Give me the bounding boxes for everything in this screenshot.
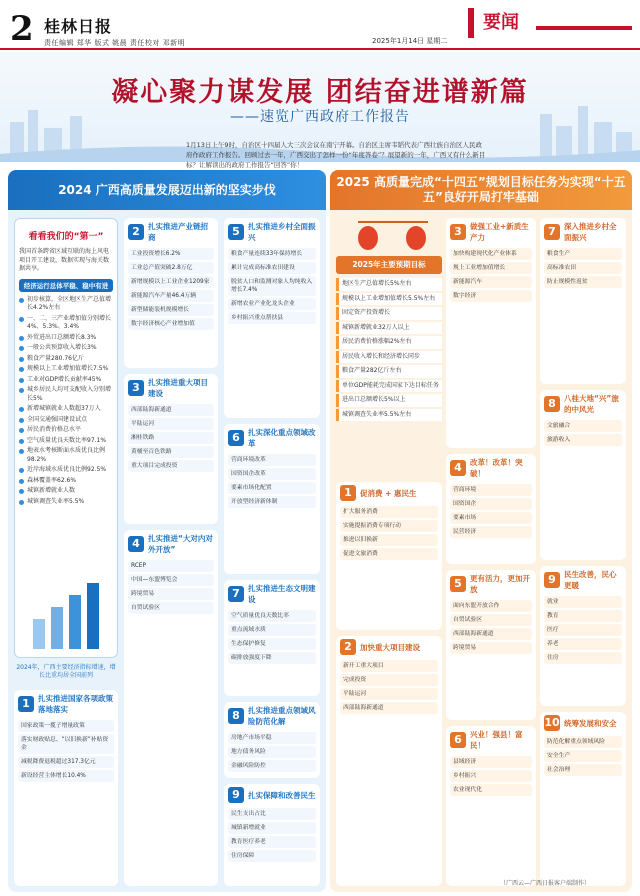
panel-2024-2 <box>124 218 218 368</box>
firsts-item-text: 工业对GDP增长贡献率45% <box>27 375 102 383</box>
panel-header <box>446 570 536 598</box>
panel-title: 统筹发展和安全 <box>564 718 617 728</box>
panel-item: 营商环境 <box>450 484 532 496</box>
panel-item: 减税降费退税超过317.3亿元 <box>18 756 114 768</box>
panel-item: 民生支出占比 <box>228 808 316 820</box>
panel-number-badge: 9 <box>228 787 244 803</box>
panel-item: 粮食产量连续33年保持增长 <box>228 248 316 260</box>
panel-title: 八桂大地“兴”旅的中风光 <box>564 394 619 414</box>
column-2025-heading: 2025 高质量完成“十四五”规划目标任务为实现“十五五”良好开局打牢基础 <box>330 170 632 210</box>
panel-title: 扎实深化重点领域改革 <box>248 428 316 448</box>
firsts-footer: 2024年，广西主要经济指标增速，增长比重均居全国前列 <box>16 664 116 679</box>
bullet-dot-icon <box>19 317 24 322</box>
firsts-list-item <box>15 385 117 404</box>
firsts-item-text: 粮食产量280.76亿斤 <box>27 354 84 362</box>
panel-2024-3 <box>124 374 218 524</box>
panel-item: 重大项目完成投资 <box>128 460 214 472</box>
firsts-list-item <box>15 465 117 476</box>
page-headline: 凝心聚力谋发展 团结奋进谱新篇 <box>111 77 529 108</box>
firsts-item-text: 一、二、三产业增加值分别增长4%、5.3%、3.4% <box>27 314 112 330</box>
panel-header <box>224 784 320 806</box>
panel-item: 安全生产 <box>544 750 622 762</box>
panel-header <box>446 218 536 246</box>
panel-number-badge: 9 <box>544 572 560 588</box>
panel-item: 跨境贸易 <box>450 642 532 654</box>
bullet-dot-icon <box>19 367 24 372</box>
panel-2024-7 <box>224 580 320 696</box>
targets-banner: 2025年主要预期目标 <box>336 256 442 274</box>
column-2024-heading: 2024 广西高质量发展迈出新的坚实步伐 <box>8 170 326 210</box>
panel-2025-5 <box>446 570 536 720</box>
panel-header <box>540 712 626 734</box>
panel-number-badge: 1 <box>18 696 34 712</box>
editor-credits: 责任编辑 郑华 版式 姚晨 责任校对 邓新明 <box>44 39 186 47</box>
firsts-list-item <box>15 364 117 375</box>
panel-item: 重点流域水质 <box>228 624 316 636</box>
firsts-item-text: 规模以上工业增加值增长7.5% <box>27 365 109 372</box>
panel-number-badge: 6 <box>228 430 244 446</box>
panel-number-badge: 5 <box>450 576 466 592</box>
panel-header <box>224 702 320 730</box>
panel-item: 民营经济 <box>450 526 532 538</box>
panel-item: 粮食生产 <box>544 248 622 260</box>
panel-item: 新能源汽车 <box>450 276 532 288</box>
panel-item: 社会治理 <box>544 764 622 776</box>
panel-item: 新增规模以上工业企业1209家 <box>128 276 214 288</box>
panel-item: 高标准农田 <box>544 262 622 274</box>
panel-number-badge: 6 <box>450 732 466 748</box>
panel-title: 扎实推进“大对内对外开放” <box>148 534 213 554</box>
panel-2025-4 <box>446 454 536 564</box>
panel-number-badge: 8 <box>544 396 560 412</box>
bullet-dot-icon <box>19 357 24 362</box>
target-item: 城镇新增就业32万人以上 <box>336 322 442 335</box>
panel-title: 扎实推进乡村全面振兴 <box>248 222 316 242</box>
panel-header <box>124 530 218 558</box>
panel-item: 新能源汽车产量46.4万辆 <box>128 290 214 302</box>
panel-item: 要素市场 <box>450 512 532 524</box>
panel-item: 湘桂铁路 <box>128 432 214 444</box>
panel-item: 教育医疗养老 <box>228 836 316 848</box>
firsts-sidebar <box>14 218 118 658</box>
bullet-dot-icon <box>19 407 24 412</box>
column-2024-review <box>8 170 326 892</box>
panel-number-badge: 3 <box>128 380 144 396</box>
targets-list <box>336 278 442 423</box>
panel-item: 完成投资 <box>340 674 438 686</box>
target-item: 固定资产投资增长 <box>336 307 442 320</box>
bullet-dot-icon <box>19 479 24 484</box>
panel-2025-10 <box>540 712 626 886</box>
firsts-list-item <box>15 354 117 365</box>
panel-item: 推进以旧换新 <box>340 534 438 546</box>
firsts-list <box>15 295 117 508</box>
bullet-dot-icon <box>19 428 24 433</box>
panel-item: 农业现代化 <box>450 784 532 796</box>
section-divider <box>536 26 632 30</box>
panel-number-badge: 7 <box>544 224 560 240</box>
panel-item: 旅游收入 <box>544 434 622 446</box>
firsts-item-text: 全国交通强国建设试点 <box>27 415 88 423</box>
panel-2025-1 <box>336 482 442 630</box>
firsts-item-text: 空气质量优良天数比率97.1% <box>27 436 107 444</box>
panel-number-badge: 5 <box>228 224 244 240</box>
panel-number-badge: 2 <box>340 639 356 655</box>
panel-item: 教育 <box>544 610 622 622</box>
panel-number-badge: 8 <box>228 708 244 724</box>
bullet-dot-icon <box>19 439 24 444</box>
panel-item: 工业总产值突破2.8万亿 <box>128 262 214 274</box>
bullet-dot-icon <box>19 388 24 393</box>
firsts-lead: 我国首条跨省区域互联的海上风电项目开工建设，数据实现与海关数据共享。 <box>19 248 110 272</box>
panel-item: 西部陆海新通道 <box>450 628 532 640</box>
column-2025-goals <box>330 170 632 892</box>
panel-item: 工业投资增长6.2% <box>128 248 214 260</box>
panel-title: 扎实推进生态文明建设 <box>248 584 316 604</box>
target-item: 居民收入增长和经济增长同步 <box>336 351 442 364</box>
panel-item: 脱贫人口和监测对象人均纯收入增长7.4% <box>228 276 316 296</box>
panel-item: 扩大服务消费 <box>340 506 438 518</box>
firsts-item-text: 一般公共预算收入增长3% <box>27 344 97 351</box>
panel-2025-9 <box>540 566 626 706</box>
panel-header <box>336 482 442 504</box>
target-item: 地区生产总值增长5%左右 <box>336 278 442 291</box>
panel-title: 扎实推进重大项目建设 <box>148 378 208 398</box>
panel-2024-6 <box>224 424 320 574</box>
bullet-dot-icon <box>19 336 24 341</box>
page-number: 2 <box>10 9 34 49</box>
panel-item: 自贸试验区 <box>128 602 214 614</box>
panel-header <box>446 454 536 482</box>
panel-2025-3 <box>446 218 536 448</box>
firsts-list-item <box>15 486 117 497</box>
panel-title: 民生改善，民心更暖 <box>564 570 617 590</box>
firsts-item-text: 城乡居民人均可支配收入分别增长5% <box>27 386 112 402</box>
panel-item: 自贸试验区 <box>450 614 532 626</box>
panel-item: 乡村振兴重点帮扶县 <box>228 312 316 324</box>
panel-item: 防止规模性返贫 <box>544 276 622 288</box>
bullet-dot-icon <box>19 378 24 383</box>
panel-item: 跨境贸易 <box>128 588 214 600</box>
panel-title: 扎实推进产业链招商 <box>148 222 208 242</box>
panel-item: 黄桶至百色铁路 <box>128 446 214 458</box>
firsts-list-item <box>15 446 117 465</box>
firsts-item-text: 居民消费价格总水平 <box>27 426 82 433</box>
firsts-list-item <box>15 375 117 386</box>
panel-header <box>540 390 626 418</box>
target-item: 单位GDP能耗完成国家下达目标任务 <box>336 380 442 393</box>
intro-paragraph: 1月13日上午9时，自治区十四届人大三次会议在南宁开幕。自治区主席韦韬代表广西壮族自治区人民政府作政府工作报告。回顾过去一年，广西交出了怎样一份“年度答卷”？展望新的一年，广西又有什么新目标？让解读出的政府工作报告“回答”你！ <box>186 141 486 169</box>
panel-item: 数字经济 <box>450 290 532 302</box>
firsts-list-item <box>15 314 117 333</box>
panel-item: 乡村振兴 <box>450 770 532 782</box>
panel-item: 文旅融合 <box>544 420 622 432</box>
panel-item: 平陆运河 <box>128 418 214 430</box>
firsts-list-item <box>15 295 117 314</box>
panel-item: 新增农业产业化龙头企业 <box>228 298 316 310</box>
panel-title: 兴业！强县！富民！ <box>470 730 523 750</box>
panel-item: 开放型经济新体制 <box>228 496 316 508</box>
firsts-item-text: 城镇新增就业人数 <box>27 487 76 494</box>
firsts-list-item <box>15 415 117 426</box>
panel-item: 国资国企改革 <box>228 468 316 480</box>
growth-bars-illustration <box>27 579 117 649</box>
panel-item: 住房 <box>544 652 622 664</box>
panel-2024-8 <box>224 702 320 778</box>
panel-header <box>224 580 320 608</box>
target-item: 居民消费价格涨幅2%左右 <box>336 336 442 349</box>
panel-header <box>124 374 218 402</box>
panel-header <box>336 636 442 658</box>
bullet-dot-icon <box>19 468 24 473</box>
panel-header <box>224 218 320 246</box>
target-item: 规模以上工业增加值增长5.5%左右 <box>336 293 442 306</box>
panel-2025-7 <box>540 218 626 384</box>
panel-2025-8 <box>540 390 626 560</box>
panel-header <box>224 424 320 452</box>
panel-item: 累计完成高标准农田建设 <box>228 262 316 274</box>
bullet-dot-icon <box>19 489 24 494</box>
panel-item: 中国—东盟博览会 <box>128 574 214 586</box>
panel-2024-4 <box>124 530 218 886</box>
firsts-list-item <box>15 497 117 508</box>
panel-number-badge: 3 <box>450 224 466 240</box>
panel-number-badge: 4 <box>450 460 466 476</box>
bullet-dot-icon <box>19 500 24 505</box>
panel-header <box>124 218 218 246</box>
panel-title: 加快重大项目建设 <box>360 642 420 652</box>
panel-item: 生态保护修复 <box>228 638 316 650</box>
panel-header <box>540 566 626 594</box>
panel-item: 新型储能装机规模增长 <box>128 304 214 316</box>
panel-item: 西部陆海新通道 <box>340 702 438 714</box>
target-item: 城镇调查失业率5.5%左右 <box>336 409 442 422</box>
firsts-item-text: 初步核算，全区地区生产总值增长4.2%左右 <box>27 295 112 311</box>
panel-item: 养老 <box>544 638 622 650</box>
panel-item: 城镇新增就业 <box>228 822 316 834</box>
panel-item: 国资国企 <box>450 498 532 510</box>
panel-header <box>540 218 626 246</box>
firsts-item-text: 地表水考核断面水质优良比例98.2% <box>27 447 106 463</box>
panel-number-badge: 7 <box>228 586 244 602</box>
panel-item: 平陆运河 <box>340 688 438 700</box>
panel-item: 西部陆海新通道 <box>128 404 214 416</box>
firsts-list-item <box>15 476 117 487</box>
panel-item: 医疗 <box>544 624 622 636</box>
panel-2024-9 <box>224 784 320 886</box>
panel-title: 深入推进乡村全面振兴 <box>564 222 617 242</box>
panel-item: 新设经营主体增长10.4% <box>18 770 114 782</box>
firsts-item-text: 森林覆盖率62.6% <box>27 476 77 484</box>
panel-item: 就业 <box>544 596 622 608</box>
panel-item: 面向东盟开放合作 <box>450 600 532 612</box>
panel-title: 更有活力，更加开放 <box>470 574 530 594</box>
panel-item: 数字经济核心产业增加值 <box>128 318 214 330</box>
panel-item: 县域经济 <box>450 756 532 768</box>
firsts-list-item <box>15 343 117 354</box>
panel-item: RCEP <box>128 560 214 572</box>
page-subheadline: ——速览广西政府工作报告 <box>230 109 410 125</box>
panel-item: 碳排放强度下降 <box>228 652 316 664</box>
dateline: 2025年1月14日 星期二 <box>372 37 448 45</box>
firsts-list-item <box>15 425 117 436</box>
firsts-item-text: 新增城镇就业人数超37万人 <box>27 405 101 412</box>
bullet-dot-icon <box>19 449 24 454</box>
bullet-dot-icon <box>19 418 24 423</box>
panel-item: 金融风险防控 <box>228 760 316 772</box>
panel-item: 新开工重大项目 <box>340 660 438 672</box>
firsts-list-item <box>15 436 117 447</box>
panel-item: 规上工业增加值增长 <box>450 262 532 274</box>
target-item: 进出口总额增长5%以上 <box>336 394 442 407</box>
production-credit: （广西云—广西日报客户端制作） <box>500 880 591 887</box>
bullet-dot-icon <box>19 346 24 351</box>
panel-item: 落实财政贴息、“以旧换新”补贴资金 <box>18 734 114 754</box>
panel-number-badge: 2 <box>128 224 144 240</box>
masthead <box>0 0 640 50</box>
panel-item: 住房保障 <box>228 850 316 862</box>
panel-item: 防范化解重点领域风险 <box>544 736 622 748</box>
lanterns-illustration <box>350 218 436 254</box>
panel-title: 做强工业+新质生产力 <box>470 222 529 242</box>
panel-number-badge: 10 <box>544 716 560 729</box>
panel-item: 房地产市场平稳 <box>228 732 316 744</box>
bullet-dot-icon <box>19 298 24 303</box>
panel-header <box>14 690 118 718</box>
panel-2024-5 <box>224 218 320 418</box>
panel-title: 扎实推进国家各项政策落地落实 <box>38 694 113 714</box>
panel-item: 国家政策一揽子增量政策 <box>18 720 114 732</box>
panel-2024-1 <box>14 690 118 886</box>
firsts-subtitle: 经济运行总体平稳、稳中有进 <box>19 279 113 292</box>
panel-2025-6 <box>446 726 536 886</box>
panel-item: 营商环境改革 <box>228 454 316 466</box>
section-tag: 要闻 <box>468 8 528 38</box>
panel-item: 加快构建现代化产业体系 <box>450 248 532 260</box>
target-item: 粮食产量282亿斤左右 <box>336 365 442 378</box>
panel-item: 促进文旅消费 <box>340 548 438 560</box>
newspaper-logo: 桂林日报 <box>44 17 113 36</box>
panel-item: 实施提振消费专项行动 <box>340 520 438 532</box>
panel-title: 改革！改革！突破！ <box>470 458 523 478</box>
panel-header <box>446 726 536 754</box>
firsts-list-item <box>15 333 117 344</box>
firsts-list-item <box>15 404 117 415</box>
firsts-item-text: 外贸进出口总额增长8.3% <box>27 333 97 341</box>
panel-item: 空气质量优良天数比率 <box>228 610 316 622</box>
firsts-item-text: 城镇调查失业率5.5% <box>27 497 85 505</box>
panel-item: 地方债务风险 <box>228 746 316 758</box>
firsts-item-text: 近岸海域水质优良比例92.5% <box>27 466 107 473</box>
panel-title: 促消费 + 惠民生 <box>360 488 417 498</box>
panel-2025-2 <box>336 636 442 886</box>
panel-title: 扎实推进重点领域风险防范化解 <box>248 706 316 726</box>
firsts-title: 看看我们的“第一” <box>28 232 104 242</box>
panel-number-badge: 1 <box>340 485 356 501</box>
panel-number-badge: 4 <box>128 536 144 552</box>
panel-title: 扎实保障和改善民生 <box>248 790 316 800</box>
panel-item: 要素市场化配置 <box>228 482 316 494</box>
